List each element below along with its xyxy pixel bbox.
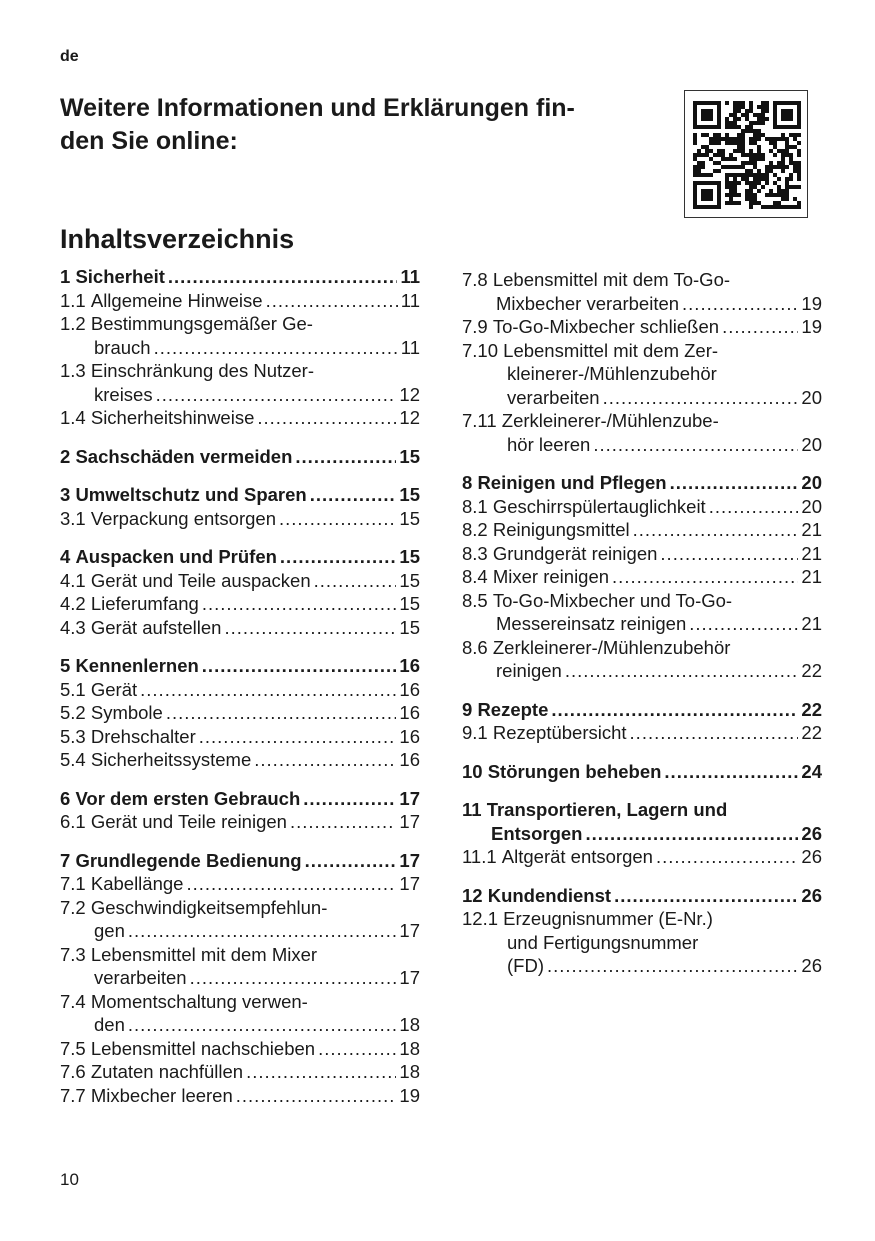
toc-leader-dots	[551, 698, 798, 722]
toc-leader-dots	[305, 849, 397, 873]
toc-label: Lebensmittel mit dem Mixer	[90, 943, 318, 965]
qr-code-icon	[693, 101, 801, 209]
toc-number: 4	[60, 546, 71, 567]
toc-label: Geschwindigkeitsempfehlun-	[90, 896, 328, 918]
toc-leader-dots	[633, 518, 799, 542]
toc-label: Erzeugnisnummer (E-Nr.)	[503, 908, 713, 929]
toc-label: To-Go-Mixbecher schließen	[492, 316, 720, 337]
toc-number: 7.11	[462, 410, 497, 431]
toc-section[interactable]	[60, 701, 420, 725]
toc-label: gen	[94, 920, 125, 941]
toc-section[interactable]	[462, 636, 822, 683]
toc-page-number: 17	[399, 920, 420, 941]
toc-leader-dots	[154, 336, 398, 360]
toc-section[interactable]	[462, 409, 822, 456]
toc-page-number: 16	[399, 655, 420, 676]
toc-section[interactable]	[462, 721, 822, 745]
toc-section[interactable]	[60, 507, 420, 531]
toc-label: Rezepte	[477, 698, 549, 720]
toc-leader-dots	[585, 822, 798, 846]
toc-section[interactable]	[60, 289, 420, 313]
toc-chapter[interactable]	[462, 884, 822, 908]
toc-leader-dots	[257, 406, 396, 430]
toc-page-number: 26	[801, 955, 822, 976]
toc-label: und Fertigungsnummer	[507, 931, 699, 953]
toc-leader-dots	[254, 748, 396, 772]
toc-section[interactable]	[462, 589, 822, 636]
toc-leader-dots	[246, 1060, 396, 1084]
toc-label: Lieferumfang	[90, 593, 199, 614]
toc-number: 9.1	[462, 722, 488, 743]
toc-label: Lebensmittel mit dem To-Go-	[492, 269, 731, 290]
toc-label: Mixer reinigen	[492, 566, 610, 587]
toc-section[interactable]	[462, 542, 822, 566]
toc-label: Störungen beheben	[487, 760, 662, 782]
toc-label: Transportieren, Lagern und	[486, 799, 728, 820]
toc-number: 7.1	[60, 873, 86, 894]
toc-page-number: 17	[399, 849, 420, 871]
toc-section[interactable]	[60, 896, 420, 943]
toc-label: Kundendienst	[487, 884, 612, 906]
toc-number: 6.1	[60, 811, 86, 832]
toc-label: Verpackung entsorgen	[90, 507, 276, 529]
toc-leader-dots	[186, 872, 396, 896]
toc-number: 7.9	[462, 316, 488, 337]
toc-leader-dots	[318, 1037, 396, 1061]
toc-number: 2	[60, 445, 71, 467]
toc-section[interactable]	[60, 1037, 420, 1061]
toc-section[interactable]	[60, 406, 420, 430]
toc-page-number: 19	[399, 1084, 420, 1106]
toc-column-right	[462, 268, 822, 978]
toc-page-number: 16	[399, 702, 420, 723]
toc-label: Sicherheitssysteme	[90, 749, 252, 770]
toc-label: Geschirrspülertauglichkeit	[492, 495, 706, 517]
toc-leader-dots	[224, 616, 396, 640]
toc-leader-dots	[303, 787, 396, 811]
toc-page-number: 15	[399, 507, 420, 529]
toc-section[interactable]	[462, 845, 822, 869]
toc-number: 1.1	[60, 289, 86, 311]
toc-section[interactable]	[462, 907, 822, 978]
toc-label: Sicherheitshinweise	[90, 407, 255, 428]
heading-line: Weitere Informationen und Erklärungen fin-	[60, 94, 575, 122]
toc-label: Kennenlernen	[75, 655, 199, 676]
toc-leader-dots	[593, 433, 798, 457]
toc-label: Grundgerät reinigen	[492, 542, 658, 564]
toc-leader-dots	[290, 810, 396, 834]
toc-number: 11	[462, 799, 482, 820]
toc-page-number: 24	[801, 760, 822, 782]
toc-leader-dots	[156, 383, 397, 407]
toc-page-number: 21	[801, 613, 822, 634]
qr-code[interactable]	[684, 90, 808, 218]
toc-page-number: 15	[399, 593, 420, 614]
toc-number: 7.7	[60, 1084, 86, 1106]
toc-section[interactable]	[60, 748, 420, 772]
toc-number: 12	[462, 884, 483, 906]
toc-leader-dots	[166, 701, 397, 725]
toc-number: 7.3	[60, 943, 86, 965]
toc-page-number: 19	[801, 292, 822, 314]
toc-number: 8.6	[462, 636, 488, 658]
toc-leader-dots	[722, 315, 798, 339]
toc-label: Vor dem ersten Gebrauch	[75, 787, 301, 809]
toc-label: Messereinsatz reinigen	[496, 613, 687, 634]
toc-leader-dots	[266, 289, 398, 313]
toc-number: 8.5	[462, 589, 488, 611]
toc-page-number: 20	[801, 433, 822, 455]
toc-number: 10	[462, 760, 483, 782]
toc-label: Einschränkung des Nutzer-	[90, 360, 314, 381]
toc-leader-dots	[140, 678, 396, 702]
toc-page-number: 20	[801, 472, 822, 493]
toc-number: 7.10	[462, 339, 499, 361]
toc-label: Sachschäden vermeiden	[75, 445, 293, 467]
toc-number: 3.1	[60, 507, 86, 529]
toc-number: 4.3	[60, 616, 86, 638]
toc-number: 1.2	[60, 313, 86, 334]
toc-page-number: 20	[801, 495, 822, 517]
toc-number: 8.4	[462, 566, 488, 587]
toc-page-number: 16	[399, 749, 420, 770]
toc-leader-dots	[295, 445, 396, 469]
toc-label: Momentschaltung verwen-	[90, 990, 308, 1012]
page-number: 10	[60, 1170, 79, 1189]
toc-page-number: 15	[399, 445, 420, 467]
toc-label: Reinigungsmittel	[492, 519, 630, 540]
toc-section[interactable]	[60, 359, 420, 406]
toc-label: Mixbecher verarbeiten	[496, 292, 680, 314]
toc-page-number: 17	[399, 967, 420, 988]
toc-label: Auspacken und Prüfen	[75, 546, 277, 567]
toc-page-number: 15	[399, 484, 420, 505]
toc-chapter[interactable]	[462, 471, 822, 495]
toc-leader-dots	[236, 1084, 397, 1108]
toc-section[interactable]	[60, 616, 420, 640]
toc-label: kreises	[94, 383, 153, 405]
toc-section[interactable]	[462, 565, 822, 589]
toc-label: Bestimmungsgemäßer Ge-	[90, 313, 313, 334]
toc-leader-dots	[202, 654, 397, 678]
toc-leader-dots	[128, 1013, 397, 1037]
toc-number: 1	[60, 266, 71, 287]
toc-page-number: 11	[400, 336, 420, 358]
toc-page-number: 20	[801, 386, 822, 408]
toc-leader-dots	[202, 592, 397, 616]
toc-label: Umweltschutz und Sparen	[75, 484, 307, 505]
toc-page-number: 26	[801, 846, 822, 867]
toc-leader-dots	[199, 725, 397, 749]
toc-page-number: 18	[399, 1014, 420, 1035]
toc-label: (FD)	[507, 955, 544, 976]
toc-label: brauch	[94, 336, 151, 358]
toc-label: Zerkleinerer-/Mühlenzube-	[501, 410, 719, 431]
toc-number: 5.4	[60, 749, 86, 770]
toc-leader-dots	[603, 386, 799, 410]
toc-label: Lebensmittel nachschieben	[90, 1037, 316, 1059]
toc-leader-dots	[279, 507, 396, 531]
toc-section[interactable]	[60, 592, 420, 616]
toc-number: 8.2	[462, 519, 488, 540]
toc-page-number: 15	[399, 546, 420, 567]
toc-leader-dots	[612, 565, 798, 589]
toc-page-number: 22	[801, 722, 822, 743]
toc-number: 11.1	[462, 846, 497, 867]
toc-leader-dots	[128, 919, 397, 943]
toc-leader-dots	[656, 845, 798, 869]
toc-page-number: 18	[399, 1037, 420, 1059]
toc-label: Symbole	[90, 702, 163, 723]
toc-page-number: 19	[801, 316, 822, 337]
toc-label: Lebensmittel mit dem Zer-	[503, 339, 719, 361]
toc-column-left	[60, 265, 420, 1107]
toc-section[interactable]	[60, 990, 420, 1037]
toc-page-number: 11	[400, 266, 420, 287]
toc-page-number: 15	[399, 569, 420, 591]
toc-leader-dots	[664, 760, 798, 784]
toc-label: den	[94, 1014, 125, 1035]
toc-label: Gerät und Teile reinigen	[90, 811, 287, 832]
toc-leader-dots	[280, 545, 397, 569]
toc-leader-dots	[168, 265, 398, 289]
toc-section[interactable]	[60, 1084, 420, 1108]
toc-number: 8.3	[462, 542, 488, 564]
toc-leader-dots	[660, 542, 798, 566]
toc-page-number: 15	[399, 616, 420, 638]
toc-leader-dots	[670, 471, 799, 495]
toc-label: Gerät und Teile auspacken	[90, 569, 311, 591]
toc-chapter[interactable]	[462, 798, 822, 845]
toc-number: 5	[60, 655, 71, 676]
toc-number: 12.1	[462, 908, 499, 929]
language-label: de	[60, 48, 79, 65]
toc-label: Grundlegende Bedienung	[75, 849, 302, 871]
toc-chapter[interactable]	[60, 265, 420, 289]
toc-section[interactable]	[60, 569, 420, 593]
toc-number: 7.5	[60, 1037, 86, 1059]
toc-number: 5.1	[60, 678, 86, 700]
toc-page-number: 22	[801, 698, 822, 720]
toc-label: Reinigen und Pflegen	[477, 472, 667, 493]
toc-page-number: 17	[399, 811, 420, 832]
toc-number: 8	[462, 472, 473, 493]
toc-number: 7	[60, 849, 71, 871]
toc-label: Entsorgen	[491, 822, 583, 844]
toc-page-number: 22	[801, 660, 822, 681]
toc-title: Inhaltsverzeichnis	[60, 224, 295, 254]
toc-chapter[interactable]	[60, 654, 420, 678]
toc-number: 5.2	[60, 702, 86, 723]
toc-label: verarbeiten	[94, 967, 187, 988]
toc-section[interactable]	[60, 810, 420, 834]
toc-section[interactable]	[462, 495, 822, 519]
toc-page-number: 21	[801, 519, 822, 540]
toc-number: 7.2	[60, 896, 86, 918]
toc-chapter[interactable]	[60, 787, 420, 811]
toc-number: 8.1	[462, 495, 488, 517]
toc-number: 1.4	[60, 407, 86, 428]
online-info-heading	[60, 92, 670, 158]
toc-label: Mixbecher leeren	[90, 1084, 233, 1106]
toc-number: 4.2	[60, 593, 86, 614]
toc-page-number: 12	[399, 383, 420, 405]
toc-number: 1.3	[60, 360, 86, 381]
toc-leader-dots	[310, 483, 397, 507]
toc-number: 7.6	[60, 1061, 86, 1082]
toc-label: hör leeren	[507, 433, 591, 455]
toc-label: Sicherheit	[75, 266, 165, 287]
toc-leader-dots	[630, 721, 799, 745]
toc-chapter[interactable]	[60, 483, 420, 507]
toc-leader-dots	[190, 966, 397, 990]
toc-page-number: 26	[801, 822, 822, 844]
toc-section[interactable]	[60, 678, 420, 702]
toc-page-number: 21	[801, 566, 822, 587]
toc-label: To-Go-Mixbecher und To-Go-	[492, 589, 733, 611]
toc-label: Zerkleinerer-/Mühlenzubehör	[492, 636, 731, 658]
toc-section[interactable]	[60, 725, 420, 749]
toc-number: 6	[60, 787, 71, 809]
toc-leader-dots	[565, 659, 799, 683]
toc-section[interactable]	[462, 268, 822, 315]
toc-leader-dots	[314, 569, 397, 593]
toc-number: 7.4	[60, 990, 86, 1012]
toc-label: Zutaten nachfüllen	[90, 1061, 244, 1082]
toc-number: 3	[60, 484, 71, 505]
toc-page-number: 18	[399, 1061, 420, 1082]
toc-section[interactable]	[462, 339, 822, 410]
toc-number: 5.3	[60, 725, 86, 747]
toc-page-number: 16	[399, 678, 420, 700]
toc-label: Altgerät entsorgen	[501, 846, 653, 867]
toc-label: Gerät	[90, 678, 138, 700]
toc-label: reinigen	[496, 660, 562, 681]
toc-page-number: 26	[801, 884, 822, 906]
toc-chapter[interactable]	[462, 760, 822, 784]
toc-leader-dots	[547, 954, 798, 978]
heading-line: den Sie online:	[60, 127, 238, 155]
toc-chapter[interactable]	[60, 545, 420, 569]
toc-page-number: 12	[399, 407, 420, 428]
toc-leader-dots	[709, 495, 799, 519]
toc-page-number: 17	[399, 873, 420, 894]
toc-label: Drehschalter	[90, 725, 196, 747]
toc-number: 4.1	[60, 569, 86, 591]
toc-page-number: 21	[801, 542, 822, 564]
toc-label: verarbeiten	[507, 386, 600, 408]
toc-leader-dots	[682, 292, 798, 316]
toc-section[interactable]	[60, 1060, 420, 1084]
toc-leader-dots	[689, 612, 798, 636]
toc-page-number: 16	[399, 725, 420, 747]
toc-label: Gerät aufstellen	[90, 616, 222, 638]
toc-section[interactable]	[462, 315, 822, 339]
toc-number: 7.8	[462, 269, 488, 290]
toc-number: 9	[462, 698, 473, 720]
toc-chapter[interactable]	[462, 698, 822, 722]
toc-label: Allgemeine Hinweise	[90, 289, 263, 311]
toc-section[interactable]	[60, 312, 420, 359]
toc-leader-dots	[614, 884, 798, 908]
toc-label: kleinerer-/Mühlenzubehör	[507, 363, 717, 384]
toc-page-number: 11	[400, 289, 420, 311]
toc-section[interactable]	[462, 518, 822, 542]
toc-chapter[interactable]	[60, 849, 420, 873]
toc-chapter[interactable]	[60, 445, 420, 469]
toc-page-number: 17	[399, 787, 420, 809]
toc-section[interactable]	[60, 943, 420, 990]
toc-label: Kabellänge	[90, 873, 184, 894]
toc-section[interactable]	[60, 872, 420, 896]
toc-label: Rezeptübersicht	[492, 722, 627, 743]
